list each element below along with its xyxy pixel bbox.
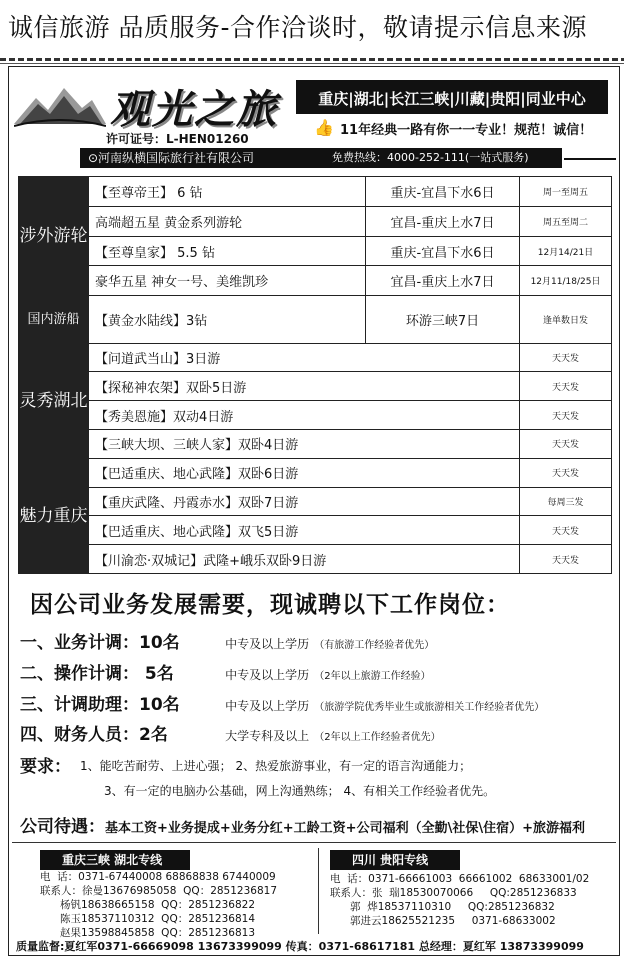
brand-name: 观光之旅 [110,87,278,133]
tour-table [18,176,612,574]
table-row [19,236,612,266]
cropped-text-strip [0,56,624,64]
license-number: 许可证号：L-HEN01260 [106,132,249,146]
table-row [19,487,612,516]
category-chongqing: 魅力重庆 [19,458,89,573]
table-row [19,516,612,545]
tour-name: 【重庆武隆、丹霞赤水】双卧7日游 [89,487,520,516]
category-cruise: 涉外游轮 [19,177,89,296]
tour-departure: 天天发 [520,516,612,545]
tour-route: 重庆-宜昌下水6日 [366,236,520,266]
table-row [19,343,612,372]
routes-banner: 重庆|湖北|长江三峡|川藏|贵阳|同业中心 [296,80,608,114]
benefits-label: 公司待遇： [20,817,105,837]
tour-route: 宜昌-重庆上水7日 [366,206,520,236]
job-item [20,628,434,652]
category-hubei: 灵秀湖北 [19,343,89,458]
tour-name: 【川渝恋·双城记】武隆+峨乐双卧9日游 [89,545,520,574]
tour-departure: 周五至周二 [520,206,612,236]
tour-name: 【至尊帝王】 6 钻 [89,177,366,207]
job-item [20,720,441,744]
job-note: （2年以上工作经验者优先） [314,732,441,743]
table-row [19,429,612,458]
category-domestic: 国内游船 [19,296,89,343]
tour-name: 【秀美恩施】双动4日游 [89,401,520,430]
job-note: （有旅游工作经验者优先） [314,640,435,651]
table-row [19,266,612,296]
contact-block-right: 电 话：0371-66661003 66661002 68633001/02 联系人：张 瑞18530070066 QQ:2851236833 郭 烨18537110310 QQ:2851236832 郭进云18625521235 0371-68633002 [330,873,590,927]
tour-route: 环游三峡7日 [366,296,520,343]
job-note: （旅游学院优秀毕业生或旅游相关工作经验者优先） [314,702,545,713]
tour-name: 【巴适重庆、地心武隆】双卧6日游 [89,458,520,487]
job-note: （2年以上旅游工作经验） [314,671,431,682]
company-bar [80,148,562,168]
tour-departure: 逢单数日发 [520,296,612,343]
tour-name: 豪华五星 神女一号、美维凯珍 [89,266,366,296]
contact-title-left: 重庆三峡 湖北专线 [40,850,190,870]
thumbs-up-icon: 👍 [314,118,334,137]
table-row [19,545,612,574]
job-requirement: 中专及以上学历 [225,699,310,713]
job-title: 二、操作计调： 5名 [20,664,174,684]
job-requirement: 中专及以上学历 [225,637,310,651]
mountain-logo-icon [14,84,106,128]
slogan: 11年经典一路有你一一专业！规范！诚信！ [340,123,593,138]
tour-departure: 天天发 [520,458,612,487]
divider-line [12,842,616,843]
tour-departure: 每周三发 [520,487,612,516]
table-row [19,206,612,236]
job-item [20,659,431,683]
tour-name: 【至尊皇家】 5.5 钻 [89,236,366,266]
tour-departure: 天天发 [520,343,612,372]
contact-block-left: 电 话：0371-67440008 68868838 67440009 联系人：徐曼13676985058 QQ：2851236817 杨钒18638665158 QQ：2851236822 陈玉18537110312 QQ：2851236814 赵果13598845858 QQ：2851236813 [40,871,277,939]
tour-name: 【黄金水陆线】3钻 [89,296,366,343]
tour-name: 【三峡大坝、三峡人家】双卧4日游 [89,429,520,458]
divider-line [564,158,616,160]
tour-name: 【探秘神农架】双卧5日游 [89,372,520,401]
requirements-label: 要求： [20,757,71,777]
tour-departure: 12月11/18/25日 [520,266,612,296]
tour-departure: 天天发 [520,372,612,401]
table-row [19,177,612,207]
table-row [19,401,612,430]
tour-name: 【巴适重庆、地心武隆】双飞5日游 [89,516,520,545]
job-requirement: 中专及以上学历 [225,668,310,682]
tour-departure: 天天发 [520,545,612,574]
requirements-line: 1、能吃苦耐劳、上进心强； 2、热爱旅游事业，有一定的语言沟通能力； [80,759,472,773]
contact-title-right: 四川 贵阳专线 [330,850,460,870]
tour-route: 宜昌-重庆上水7日 [366,266,520,296]
benefits-detail: 基本工资+业务提成+业务分红+工龄工资+公司福利（全勤\社保\住宿）+旅游福利 [105,821,585,836]
top-banner: 诚信旅游 品质服务-合作洽谈时，敬请提示信息来源 [0,0,624,56]
job-requirement: 大学专科及以上 [225,729,310,743]
table-row [19,458,612,487]
job-item [20,690,544,714]
tour-departure: 周一至周五 [520,177,612,207]
job-title: 三、计调助理：10名 [20,695,180,715]
footer: 质量监督:夏红军0371-66669098 13673399099 传真：0371-68617181 总经理：夏红军 13873399099 [16,940,584,953]
company-name: ⊙河南纵横国际旅行社有限公司 [88,151,255,165]
hotline: 免费热线：4000-252-111(一站式服务) [332,151,529,164]
tour-departure: 天天发 [520,429,612,458]
divider-line [318,848,319,934]
table-row [19,296,612,343]
job-title: 一、业务计调：10名 [20,633,180,653]
tour-name: 高端超五星 黄金系列游轮 [89,206,366,236]
table-row [19,372,612,401]
tour-route: 重庆-宜昌下水6日 [366,177,520,207]
tour-name: 【问道武当山】3日游 [89,343,520,372]
tour-departure: 天天发 [520,401,612,430]
benefits [20,812,585,837]
job-title: 四、财务人员：2名 [20,725,168,745]
requirements-line: 3、有一定的电脑办公基础，网上沟通熟练； 4、有相关工作经验者优先。 [104,784,496,798]
tour-departure: 12月14/21日 [520,236,612,266]
recruit-heading: 因公司业务发展需要，现诚聘以下工作岗位： [30,592,510,618]
